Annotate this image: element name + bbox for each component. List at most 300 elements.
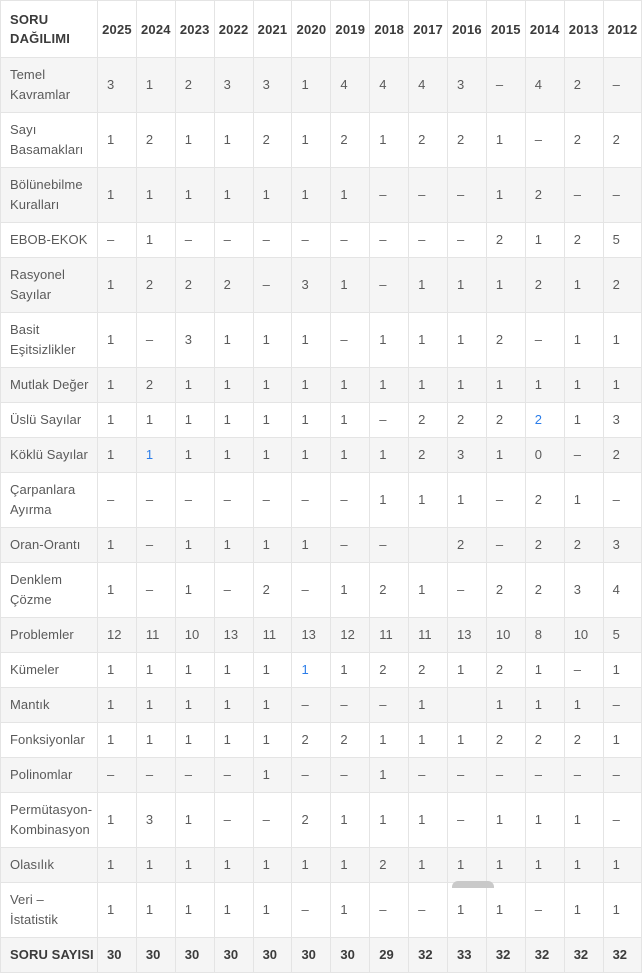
linked-value[interactable]: 2 bbox=[534, 412, 543, 427]
value-cell: 1 bbox=[525, 688, 564, 723]
value-cell: 1 bbox=[253, 528, 292, 563]
topic-label: Sayı Basamakları bbox=[1, 113, 98, 168]
value-cell: 2 bbox=[525, 473, 564, 528]
header-row bbox=[1, 1, 642, 58]
value-cell: – bbox=[525, 113, 564, 168]
value-cell: 1 bbox=[253, 688, 292, 723]
value-cell: 1 bbox=[486, 883, 525, 938]
value-cell: 3 bbox=[253, 58, 292, 113]
value-cell: 1 bbox=[98, 403, 137, 438]
value-cell: 1 bbox=[564, 258, 603, 313]
value-cell: 1 bbox=[214, 528, 253, 563]
value-cell: – bbox=[175, 473, 214, 528]
value-cell: – bbox=[603, 168, 642, 223]
value-cell: – bbox=[603, 58, 642, 113]
value-cell: 1 bbox=[214, 848, 253, 883]
value-cell: 1 bbox=[292, 58, 331, 113]
topic-label: Problemler bbox=[1, 618, 98, 653]
value-cell: 2 bbox=[525, 258, 564, 313]
value-cell: 10 bbox=[175, 618, 214, 653]
value-cell: – bbox=[370, 168, 409, 223]
value-cell: 1 bbox=[486, 848, 525, 883]
value-cell: 1 bbox=[214, 313, 253, 368]
value-cell: – bbox=[214, 758, 253, 793]
value-cell: 1 bbox=[214, 368, 253, 403]
total-value-cell: 30 bbox=[136, 938, 175, 973]
value-cell: – bbox=[136, 313, 175, 368]
value-cell: 1 bbox=[525, 793, 564, 848]
value-cell: 1 bbox=[370, 473, 409, 528]
value-cell: 11 bbox=[370, 618, 409, 653]
value-cell: – bbox=[98, 473, 137, 528]
year-header-2016: 2016 bbox=[448, 1, 487, 58]
value-cell: 1 bbox=[525, 223, 564, 258]
value-cell: 1 bbox=[370, 313, 409, 368]
value-cell: 3 bbox=[136, 793, 175, 848]
value-cell: 13 bbox=[214, 618, 253, 653]
value-cell: – bbox=[214, 793, 253, 848]
value-cell: 1 bbox=[448, 368, 487, 403]
value-cell: 2 bbox=[409, 403, 448, 438]
value-cell: 1 bbox=[564, 883, 603, 938]
value-cell: 2 bbox=[370, 848, 409, 883]
value-cell: 1 bbox=[564, 368, 603, 403]
value-cell: 1 bbox=[564, 403, 603, 438]
value-cell: 1 bbox=[98, 528, 137, 563]
value-cell: – bbox=[331, 313, 370, 368]
value-cell: 13 bbox=[292, 618, 331, 653]
topic-label: Olasılık bbox=[1, 848, 98, 883]
value-cell: – bbox=[525, 313, 564, 368]
value-cell: 1 bbox=[603, 368, 642, 403]
value-cell: – bbox=[370, 403, 409, 438]
value-cell: – bbox=[370, 223, 409, 258]
value-cell: 1 bbox=[486, 368, 525, 403]
value-cell: 3 bbox=[175, 313, 214, 368]
value-cell: 2 bbox=[448, 113, 487, 168]
value-cell: 1 bbox=[409, 688, 448, 723]
value-cell: 8 bbox=[525, 618, 564, 653]
year-header-2022: 2022 bbox=[214, 1, 253, 58]
value-cell: 1 bbox=[175, 848, 214, 883]
value-cell: 1 bbox=[409, 723, 448, 758]
value-cell: 2 bbox=[603, 438, 642, 473]
value-cell: 2 bbox=[448, 528, 487, 563]
topic-label: Köklü Sayılar bbox=[1, 438, 98, 473]
value-cell: 1 bbox=[253, 368, 292, 403]
value-cell: 1 bbox=[370, 793, 409, 848]
value-cell: 3 bbox=[292, 258, 331, 313]
value-cell: – bbox=[136, 473, 175, 528]
value-cell: 1 bbox=[136, 688, 175, 723]
linked-value[interactable]: 1 bbox=[301, 662, 309, 677]
value-cell: 2 bbox=[409, 438, 448, 473]
total-value-cell: 32 bbox=[486, 938, 525, 973]
table-row bbox=[1, 618, 642, 653]
value-cell: 1 bbox=[409, 848, 448, 883]
table-row bbox=[1, 688, 642, 723]
table-row bbox=[1, 848, 642, 883]
value-cell: 2 bbox=[253, 113, 292, 168]
table-row bbox=[1, 758, 642, 793]
value-cell: 2 bbox=[564, 113, 603, 168]
value-cell: – bbox=[525, 883, 564, 938]
value-cell: – bbox=[292, 563, 331, 618]
value-cell: – bbox=[409, 168, 448, 223]
topic-label: Veri – İstatistik bbox=[1, 883, 98, 938]
value-cell: – bbox=[253, 223, 292, 258]
value-cell: 1 bbox=[98, 688, 137, 723]
topic-label: EBOB-EKOK bbox=[1, 223, 98, 258]
topic-label: Polinomlar bbox=[1, 758, 98, 793]
value-cell: 1 bbox=[448, 473, 487, 528]
value-cell: 1 bbox=[175, 368, 214, 403]
value-cell: 1 bbox=[214, 113, 253, 168]
value-cell: 2 bbox=[525, 528, 564, 563]
value-cell: 1 bbox=[253, 723, 292, 758]
value-cell: 2 bbox=[331, 723, 370, 758]
value-cell: 1 bbox=[448, 653, 487, 688]
value-cell: – bbox=[409, 758, 448, 793]
table-row bbox=[1, 723, 642, 758]
value-cell: 1 bbox=[292, 313, 331, 368]
value-cell: 1 bbox=[136, 848, 175, 883]
value-cell: 1 bbox=[564, 688, 603, 723]
value-cell: 2 bbox=[175, 58, 214, 113]
value-cell: 1 bbox=[175, 168, 214, 223]
value-cell: – bbox=[486, 758, 525, 793]
year-header-2018: 2018 bbox=[370, 1, 409, 58]
value-cell: 3 bbox=[448, 58, 487, 113]
value-cell: 12 bbox=[331, 618, 370, 653]
value-cell: 3 bbox=[564, 563, 603, 618]
value-cell: 1 bbox=[98, 653, 137, 688]
total-value-cell: 30 bbox=[253, 938, 292, 973]
value-cell: 1 bbox=[370, 113, 409, 168]
value-cell: 1 bbox=[98, 563, 137, 618]
topic-label: Basit Eşitsizlikler bbox=[1, 313, 98, 368]
value-cell: 1 bbox=[136, 883, 175, 938]
value-cell: 1 bbox=[175, 113, 214, 168]
value-cell: – bbox=[370, 688, 409, 723]
value-cell: 1 bbox=[564, 793, 603, 848]
total-value-cell: 32 bbox=[603, 938, 642, 973]
value-cell: 1 bbox=[370, 723, 409, 758]
value-cell: – bbox=[331, 688, 370, 723]
value-cell: 1 bbox=[136, 168, 175, 223]
value-cell: 1 bbox=[486, 168, 525, 223]
value-cell: 2 bbox=[331, 113, 370, 168]
value-cell: – bbox=[564, 168, 603, 223]
value-cell: 2 bbox=[370, 653, 409, 688]
value-cell: 1 bbox=[603, 883, 642, 938]
value-cell: – bbox=[175, 223, 214, 258]
table-row bbox=[1, 563, 642, 618]
topic-label: Çarpanlara Ayırma bbox=[1, 473, 98, 528]
value-cell: – bbox=[98, 223, 137, 258]
value-cell: 1 bbox=[98, 313, 137, 368]
value-cell: 2 bbox=[564, 723, 603, 758]
total-value-cell: 30 bbox=[175, 938, 214, 973]
value-cell: 1 bbox=[292, 403, 331, 438]
topic-label: Kümeler bbox=[1, 653, 98, 688]
value-cell: 1 bbox=[409, 793, 448, 848]
year-header-2017: 2017 bbox=[409, 1, 448, 58]
table-row bbox=[1, 403, 642, 438]
value-cell: 2 bbox=[292, 793, 331, 848]
topic-label: Denklem Çözme bbox=[1, 563, 98, 618]
total-value-cell: 33 bbox=[448, 938, 487, 973]
total-row bbox=[1, 938, 642, 973]
total-value-cell: 32 bbox=[525, 938, 564, 973]
value-cell: 2 bbox=[448, 403, 487, 438]
value-cell: 2 bbox=[253, 563, 292, 618]
value-cell: 2 bbox=[409, 653, 448, 688]
value-cell: 1 bbox=[98, 848, 137, 883]
value-cell: 1 bbox=[292, 438, 331, 473]
value-cell: 1 bbox=[136, 58, 175, 113]
value-cell: 1 bbox=[253, 653, 292, 688]
year-header-2023: 2023 bbox=[175, 1, 214, 58]
value-cell: 3 bbox=[603, 403, 642, 438]
topic-label: Bölünebilme Kuralları bbox=[1, 168, 98, 223]
value-cell: 1 bbox=[98, 723, 137, 758]
value-cell: 2 bbox=[486, 223, 525, 258]
total-value-cell: 30 bbox=[214, 938, 253, 973]
value-cell: – bbox=[253, 258, 292, 313]
table-row bbox=[1, 168, 642, 223]
value-cell: 1 bbox=[331, 793, 370, 848]
value-cell: 1 bbox=[214, 723, 253, 758]
value-cell: 1 bbox=[331, 258, 370, 313]
value-cell: 1 bbox=[486, 113, 525, 168]
value-cell: – bbox=[603, 793, 642, 848]
value-cell: 1 bbox=[98, 113, 137, 168]
value-cell: 1 bbox=[292, 848, 331, 883]
table-row bbox=[1, 223, 642, 258]
value-cell: 13 bbox=[448, 618, 487, 653]
value-cell: 1 bbox=[175, 528, 214, 563]
value-cell: 1 bbox=[253, 758, 292, 793]
value-cell: – bbox=[331, 473, 370, 528]
value-cell: 1 bbox=[253, 438, 292, 473]
value-cell: 1 bbox=[136, 653, 175, 688]
value-cell: 1 bbox=[175, 723, 214, 758]
value-cell: – bbox=[603, 688, 642, 723]
value-cell: 1 bbox=[331, 883, 370, 938]
year-header-2025: 2025 bbox=[98, 1, 137, 58]
topic-label: Oran-Orantı bbox=[1, 528, 98, 563]
value-cell: 2 bbox=[486, 313, 525, 368]
total-value-cell: 32 bbox=[564, 938, 603, 973]
value-cell: – bbox=[292, 223, 331, 258]
value-cell: 12 bbox=[98, 618, 137, 653]
value-cell: 1 bbox=[331, 848, 370, 883]
value-cell: 5 bbox=[603, 618, 642, 653]
value-cell: 1 bbox=[214, 688, 253, 723]
value-cell: 2 bbox=[214, 258, 253, 313]
value-cell: 3 bbox=[214, 58, 253, 113]
value-cell: 1 bbox=[331, 438, 370, 473]
table-row bbox=[1, 113, 642, 168]
value-cell: 1 bbox=[136, 223, 175, 258]
value-cell: 1 bbox=[409, 368, 448, 403]
value-cell: – bbox=[409, 883, 448, 938]
value-cell: 1 bbox=[253, 848, 292, 883]
value-cell: – bbox=[564, 438, 603, 473]
value-cell bbox=[448, 688, 487, 723]
value-cell: 4 bbox=[370, 58, 409, 113]
value-cell: 4 bbox=[409, 58, 448, 113]
value-cell: – bbox=[253, 793, 292, 848]
value-cell: 1 bbox=[214, 883, 253, 938]
topic-label: Mantık bbox=[1, 688, 98, 723]
value-cell: 2 bbox=[486, 653, 525, 688]
value-cell: – bbox=[292, 883, 331, 938]
value-cell: 1 bbox=[136, 723, 175, 758]
value-cell: 2 bbox=[486, 403, 525, 438]
total-value-cell: 30 bbox=[331, 938, 370, 973]
value-cell: – bbox=[525, 758, 564, 793]
value-cell: 4 bbox=[525, 58, 564, 113]
value-cell: – bbox=[486, 58, 525, 113]
value-cell: 1 bbox=[370, 438, 409, 473]
year-header-2012: 2012 bbox=[603, 1, 642, 58]
value-cell: 1 bbox=[409, 473, 448, 528]
value-cell: 1 bbox=[448, 723, 487, 758]
value-cell: 1 bbox=[214, 438, 253, 473]
value-cell: 2 bbox=[603, 258, 642, 313]
value-cell: – bbox=[448, 758, 487, 793]
value-cell: – bbox=[331, 758, 370, 793]
value-cell: 2 bbox=[136, 113, 175, 168]
value-cell: 1 bbox=[292, 528, 331, 563]
horizontal-scrollbar-thumb[interactable] bbox=[452, 881, 494, 888]
value-cell: 1 bbox=[603, 313, 642, 368]
value-cell: 1 bbox=[331, 563, 370, 618]
value-cell bbox=[525, 403, 564, 438]
value-cell: 1 bbox=[292, 113, 331, 168]
value-cell: 1 bbox=[409, 258, 448, 313]
value-cell: 3 bbox=[603, 528, 642, 563]
table-row bbox=[1, 368, 642, 403]
value-cell: 1 bbox=[486, 688, 525, 723]
value-cell: 1 bbox=[331, 168, 370, 223]
value-cell: 1 bbox=[98, 168, 137, 223]
value-cell: 4 bbox=[331, 58, 370, 113]
table-row bbox=[1, 653, 642, 688]
value-cell: – bbox=[603, 758, 642, 793]
value-cell: 1 bbox=[214, 168, 253, 223]
value-cell: – bbox=[253, 473, 292, 528]
value-cell: 1 bbox=[448, 883, 487, 938]
value-cell: 11 bbox=[409, 618, 448, 653]
value-cell: 2 bbox=[564, 58, 603, 113]
value-cell: – bbox=[564, 758, 603, 793]
value-cell: 0 bbox=[525, 438, 564, 473]
value-cell: 4 bbox=[603, 563, 642, 618]
value-cell: 2 bbox=[603, 113, 642, 168]
value-cell: 2 bbox=[525, 723, 564, 758]
value-cell: 2 bbox=[136, 368, 175, 403]
value-cell: 1 bbox=[409, 313, 448, 368]
value-cell: 1 bbox=[331, 653, 370, 688]
table-row bbox=[1, 528, 642, 563]
topic-label: Permütasyon-Kombinasyon bbox=[1, 793, 98, 848]
value-cell: – bbox=[175, 758, 214, 793]
value-cell: 2 bbox=[525, 168, 564, 223]
value-cell: 1 bbox=[448, 848, 487, 883]
value-cell: 1 bbox=[253, 313, 292, 368]
table-body bbox=[1, 58, 642, 973]
value-cell: 1 bbox=[486, 793, 525, 848]
year-header-2014: 2014 bbox=[525, 1, 564, 58]
value-cell: 1 bbox=[331, 368, 370, 403]
value-cell: 1 bbox=[564, 313, 603, 368]
value-cell: 1 bbox=[525, 848, 564, 883]
value-cell: 1 bbox=[292, 168, 331, 223]
value-cell: – bbox=[370, 883, 409, 938]
value-cell: – bbox=[136, 758, 175, 793]
table-row bbox=[1, 313, 642, 368]
value-cell: 11 bbox=[253, 618, 292, 653]
value-cell bbox=[292, 653, 331, 688]
value-cell: 1 bbox=[98, 883, 137, 938]
value-cell: 11 bbox=[136, 618, 175, 653]
corner-header-cell: SORU DAĞILIMI bbox=[1, 1, 98, 58]
topic-label: Mutlak Değer bbox=[1, 368, 98, 403]
value-cell: 5 bbox=[603, 223, 642, 258]
value-cell: – bbox=[486, 528, 525, 563]
year-header-2013: 2013 bbox=[564, 1, 603, 58]
linked-value[interactable]: 1 bbox=[145, 447, 154, 462]
value-cell: 1 bbox=[214, 403, 253, 438]
value-cell: – bbox=[448, 793, 487, 848]
value-cell: – bbox=[98, 758, 137, 793]
value-cell: – bbox=[292, 688, 331, 723]
value-cell: 2 bbox=[175, 258, 214, 313]
table-row bbox=[1, 793, 642, 848]
value-cell: – bbox=[603, 473, 642, 528]
value-cell: 1 bbox=[98, 368, 137, 403]
value-cell: – bbox=[292, 758, 331, 793]
value-cell: 2 bbox=[409, 113, 448, 168]
value-cell: 10 bbox=[564, 618, 603, 653]
table-row bbox=[1, 883, 642, 938]
value-cell: – bbox=[292, 473, 331, 528]
value-cell: 1 bbox=[486, 258, 525, 313]
total-value-cell: 29 bbox=[370, 938, 409, 973]
value-cell: 2 bbox=[486, 723, 525, 758]
value-cell: 2 bbox=[564, 223, 603, 258]
value-cell: – bbox=[409, 223, 448, 258]
value-cell: 1 bbox=[409, 563, 448, 618]
total-value-cell: 30 bbox=[98, 938, 137, 973]
value-cell: – bbox=[448, 563, 487, 618]
year-header-2021: 2021 bbox=[253, 1, 292, 58]
value-cell: 1 bbox=[525, 653, 564, 688]
value-cell: 1 bbox=[486, 438, 525, 473]
value-cell: 1 bbox=[214, 653, 253, 688]
topic-label: Üslü Sayılar bbox=[1, 403, 98, 438]
value-cell: – bbox=[448, 168, 487, 223]
value-cell bbox=[136, 438, 175, 473]
value-cell: 1 bbox=[564, 848, 603, 883]
value-cell: 1 bbox=[175, 793, 214, 848]
value-cell: – bbox=[214, 223, 253, 258]
total-value-cell: 30 bbox=[292, 938, 331, 973]
topic-label: Rasyonel Sayılar bbox=[1, 258, 98, 313]
